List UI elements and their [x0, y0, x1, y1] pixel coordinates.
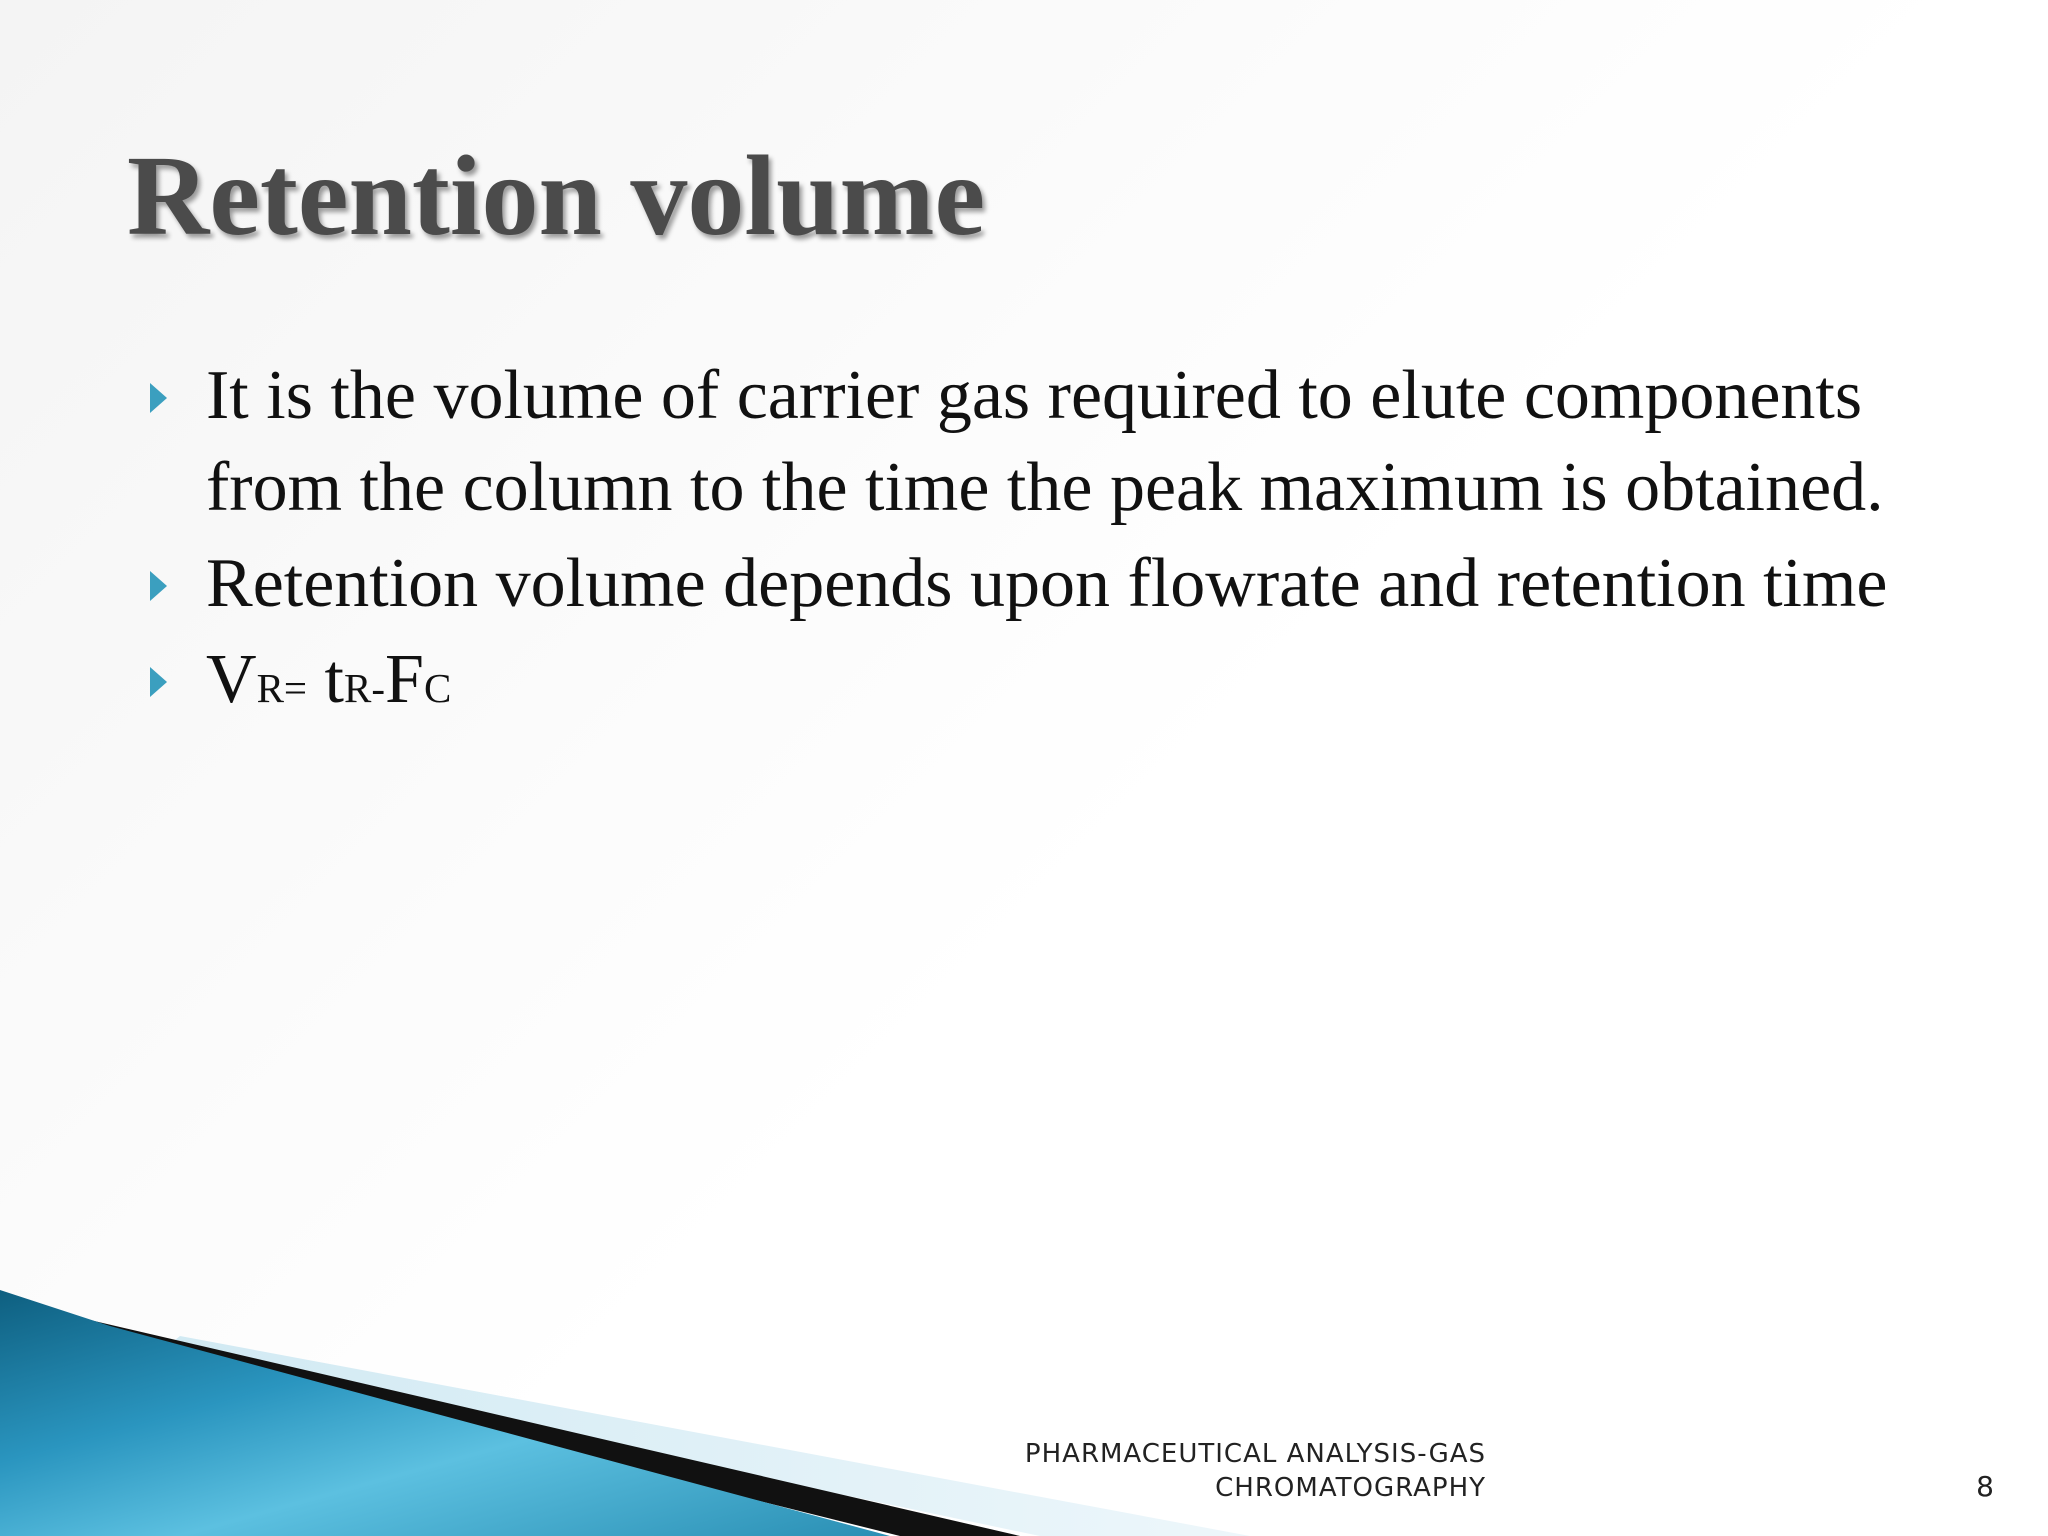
- bullet-text: Retention volume depends upon flowrate and retention time: [206, 545, 1888, 622]
- formula-v: V: [206, 641, 257, 718]
- triangle-bullet-icon: [150, 667, 167, 697]
- formula-v-subscript: R=: [256, 665, 308, 711]
- formula: [206, 641, 451, 718]
- formula-t: t: [307, 641, 344, 718]
- formula-bullet: [150, 634, 1950, 734]
- bullet-item: [150, 350, 1950, 534]
- formula-f: F: [385, 641, 424, 718]
- footer-line-1: PHARMACEUTICAL ANALYSIS-GAS: [1024, 1439, 1486, 1469]
- bullet-item: [150, 538, 1950, 630]
- formula-f-subscript: C: [423, 665, 452, 711]
- footer-text: [1000, 1437, 1486, 1505]
- page-number: 8: [1976, 1470, 1994, 1503]
- slide-title: Retention volume: [127, 132, 986, 259]
- triangle-bullet-icon: [150, 571, 167, 601]
- bullet-list: [150, 350, 1950, 738]
- bullet-text: It is the volume of carrier gas required to elute components from the column to the time the peak maximum is obtained.: [206, 357, 1884, 526]
- footer-line-2: CHROMATOGRAPHY: [1215, 1473, 1486, 1503]
- formula-t-subscript: R-: [344, 665, 385, 711]
- triangle-bullet-icon: [150, 383, 167, 413]
